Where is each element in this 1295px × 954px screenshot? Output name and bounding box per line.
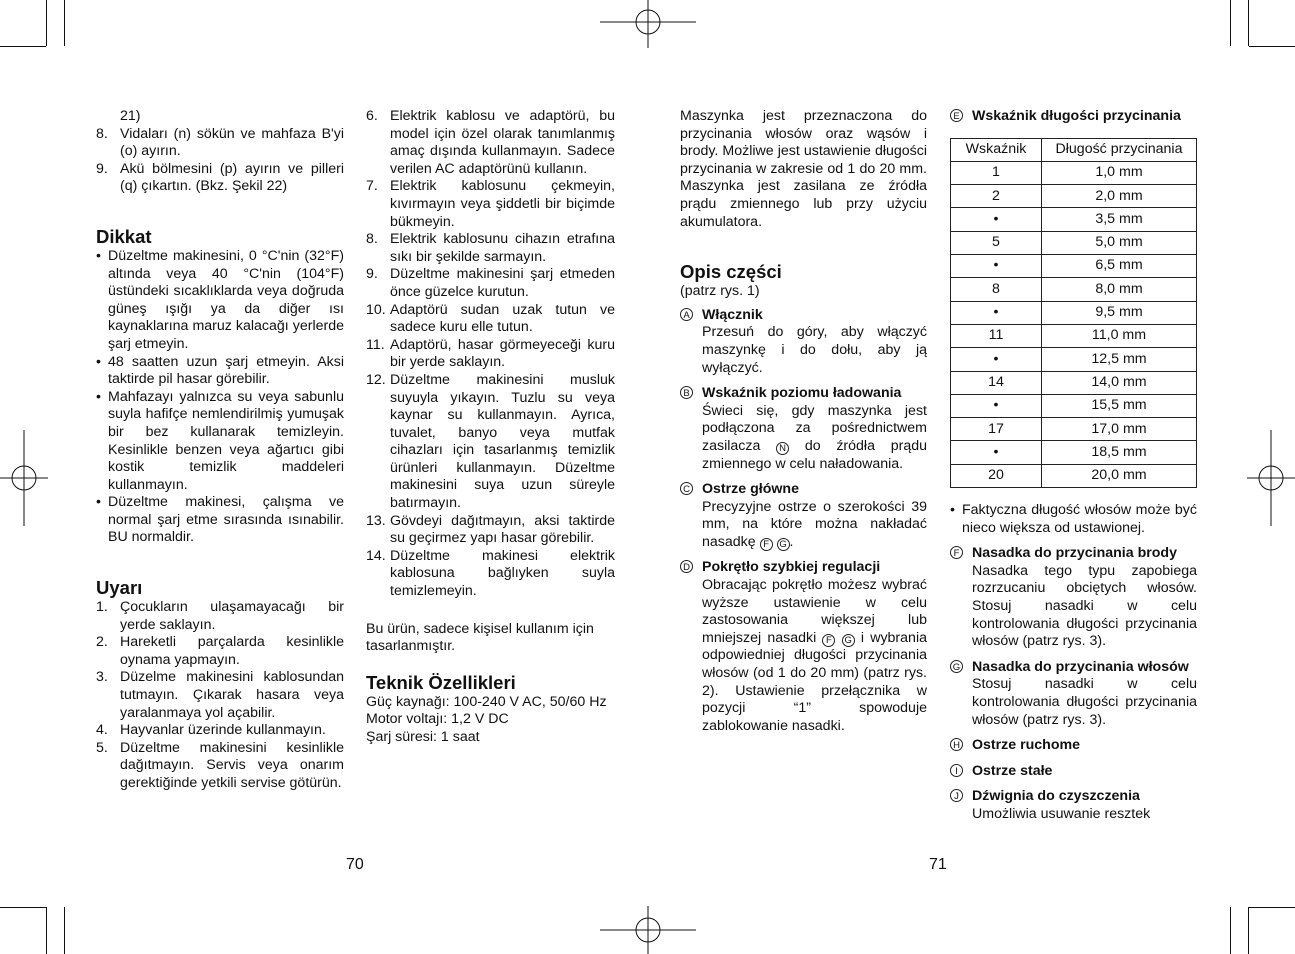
- right-page-column-2: [950, 108, 1197, 832]
- cont-list: [96, 108, 344, 196]
- part-title: Ostrze ruchome: [972, 737, 1081, 754]
- list-item: 12. Düzeltme makinesini musluk suyuyla yıkayın. Tuzlu su veya kaynar su kullanmayın. Ayrıca, tuvalet, banyo veya mutfak cihazları için tasarlanmış temizlik ürünleri kullanmayın. Düzeltme makinesini suya uzun süreyle batırmayın.: [366, 371, 615, 512]
- part-item-f: [950, 545, 1197, 651]
- table-row: [951, 278, 1197, 301]
- left-page-column-2: [366, 108, 615, 747]
- indicator-cell: •: [951, 441, 1042, 464]
- list-item: • Faktyczna długość włosów może być nieco większa od ustawionej.: [950, 502, 1197, 536]
- part-marker: A: [680, 308, 693, 321]
- length-cell: 14,0 mm: [1042, 371, 1197, 394]
- length-cell: 1,0 mm: [1042, 161, 1197, 184]
- part-title: Nasadka do przycinania brody: [972, 545, 1177, 562]
- indicator-cell: 20: [951, 464, 1042, 487]
- dikkat-heading: Dikkat: [96, 225, 152, 247]
- length-cell: 5,0 mm: [1042, 231, 1197, 254]
- list-item: 11. Adaptörü, hasar görmeyeceği kuru bir yerde saklayın.: [366, 336, 615, 371]
- length-cell: 3,5 mm: [1042, 208, 1197, 231]
- part-item-c: [680, 481, 927, 551]
- registration-mark-right: [1247, 430, 1295, 526]
- list-item: 1. Çocukların ulaşamayacağı bir yerde saklayın.: [96, 599, 344, 633]
- part-marker: J: [950, 789, 963, 802]
- list-item: 2. Hareketli parçalarda kesinlikle oynama yapmayın.: [96, 634, 344, 668]
- part-title: Wskaźnik długości przycinania: [972, 108, 1181, 124]
- list-item: • Düzeltme makinesi, çalışma ve normal şarj etme sırasında ısınabilir. BU normaldir.: [96, 494, 344, 546]
- part-title: Włącznik: [702, 306, 763, 323]
- list-item: 13. Gövdeyi dağıtmayın, aksi taktirde su geçirmez yapı hasar görebilir.: [366, 512, 615, 547]
- length-cell: 17,0 mm: [1042, 418, 1197, 441]
- list-item: • Düzeltme makinesini, 0 °C'nin (32°F) altında veya 40 °C'nin (104°F) üstündeki sıcaklıklarda veya doğruda güneş ışığı ya da diğer ısı kaynaklarına maruz kalacağı yerlerde şarj etmeyin.: [96, 247, 344, 352]
- indicator-cell: •: [951, 301, 1042, 324]
- table-row: [951, 185, 1197, 208]
- table-row: [951, 301, 1197, 324]
- length-cell: 18,5 mm: [1042, 441, 1197, 464]
- part-item-e: [950, 108, 1197, 126]
- spec-power: Güç kaynağı: 100-240 V AC, 50/60 Hz: [366, 693, 607, 710]
- indicator-cell: •: [951, 208, 1042, 231]
- indicator-cell: •: [951, 394, 1042, 417]
- table-row: [951, 464, 1197, 487]
- part-item-b: [680, 385, 927, 473]
- part-title: Wskaźnik poziomu ładowania: [702, 385, 902, 402]
- part-marker: E: [950, 109, 963, 122]
- part-item-j: [950, 788, 1197, 823]
- circled-letter: F: [760, 538, 773, 551]
- circled-letter: F: [822, 634, 835, 647]
- part-marker: I: [950, 764, 963, 777]
- left-page-column-1: [96, 108, 344, 793]
- spec-motor: Motor voltajı: 1,2 V DC: [366, 711, 509, 728]
- table-row: [951, 255, 1197, 278]
- registration-mark-top: [600, 0, 696, 48]
- list-item: 5. Düzeltme makinesini kesinlikle dağıtmayın. Servis veya onarım gerektiğinde yetkili servise götürün.: [96, 739, 344, 791]
- length-cell: 20,0 mm: [1042, 464, 1197, 487]
- part-marker: B: [680, 386, 693, 399]
- right-page-column-1: [680, 108, 927, 743]
- list-item: 14. Düzeltme makinesi elektrik kablosuna bağlıyken suyla temizlemeyin.: [366, 547, 615, 600]
- indicator-cell: 2: [951, 185, 1042, 208]
- indicator-cell: 8: [951, 278, 1042, 301]
- specs-heading: Teknik Özellikleri: [366, 671, 516, 693]
- list-item: 9. Düzeltme makinesini şarj etmeden önce güzelce kurutun.: [366, 266, 615, 300]
- length-cell: 11,0 mm: [1042, 324, 1197, 347]
- part-desc: Stosuj nasadki w celu kontrolowania długości przycinania włosów (patrz rys. 3).: [972, 676, 1197, 728]
- part-item-i: [950, 763, 1197, 781]
- list-item: 7. Elektrik kablosunu çekmeyin, kıvırmayın veya şiddetli bir biçimde bükmeyin.: [366, 178, 615, 230]
- length-cell: 6,5 mm: [1042, 255, 1197, 278]
- part-item-h: [950, 737, 1197, 755]
- table-row: [951, 348, 1197, 371]
- part-desc: Przesuń do góry, aby włączyć maszynkę i do dołu, aby ją wyłączyć.: [702, 324, 927, 376]
- note-list: [950, 502, 1197, 537]
- length-cell: 15,5 mm: [1042, 394, 1197, 417]
- indicator-cell: •: [951, 348, 1042, 371]
- length-cell: 12,5 mm: [1042, 348, 1197, 371]
- list-item: • Mahfazayı yalnızca su veya sabunlu suyla hafifçe nemlendirilmiş yumuşak bir bez kullanarak temizleyin. Kesinlikle benzen veya ağartıcı gibi kostik temizlik maddeleri kullanmayın.: [96, 388, 344, 493]
- list-item: 9. Akü bölmesini (p) ayırın ve pilleri (q) çıkartın. (Bkz. Şekil 22): [96, 160, 344, 195]
- page-number-right: 71: [929, 856, 947, 873]
- part-title: Ostrze główne: [702, 481, 799, 498]
- list-item: 4. Hayvanlar üzerinde kullanmayın.: [96, 722, 326, 739]
- part-desc: Precyzyjne ostrze o szerokości 39 mm, na które można nakładać nasadkę F G .: [702, 498, 927, 550]
- part-marker: D: [680, 560, 693, 573]
- list-item: 6. Elektrik kablosu ve adaptörü, bu model için özel olarak tanımlanmış amaç dışında kullanmayın. Sadece verilen AC adaptörünü kullanın.: [366, 108, 615, 177]
- indicator-cell: 17: [951, 418, 1042, 441]
- warning-list-continued: [366, 108, 615, 601]
- part-desc: Obracając pokrętło możesz wybrać wyższe ustawienie w celu zastosowania większej lub mniejszej nasadki F G i wybrania odpowiedniej długości przycinania włosów (od 1 do 20 mm) (patrz rys. 2). Ustawienie przełącznika w pozycji “1” spowoduje zablokowanie nasadki.: [702, 577, 927, 734]
- part-marker: F: [950, 546, 963, 559]
- circled-letter: G: [842, 634, 855, 647]
- part-title: Nasadka do przycinania włosów: [972, 658, 1189, 675]
- uyari-heading: Uyarı: [96, 577, 143, 599]
- list-item: • 48 saatten uzun şarj etmeyin. Aksi taktirde pil hasar görebilir.: [96, 353, 344, 388]
- dikkat-list: [96, 248, 344, 547]
- indicator-cell: 5: [951, 231, 1042, 254]
- table-row: [951, 418, 1197, 441]
- table-row: [951, 371, 1197, 394]
- part-marker: G: [950, 660, 963, 673]
- length-cell: 8,0 mm: [1042, 278, 1197, 301]
- list-item: 10. Adaptörü sudan uzak tutun ve sadece kuru elle tutun.: [366, 301, 615, 336]
- indicator-cell: 11: [951, 324, 1042, 347]
- part-marker: C: [680, 482, 693, 495]
- indicator-cell: 14: [951, 371, 1042, 394]
- part-item-a: [680, 307, 927, 377]
- registration-mark-left: [0, 430, 48, 526]
- part-title: Pokrętło szybkiej regulacji: [702, 559, 881, 576]
- parts-list-2: [950, 545, 1197, 823]
- part-desc: Świeci się, gdy maszynka jest podłączona za pośrednictwem zasilacza N do źródła prądu zmiennego w celu naładowania.: [702, 402, 927, 472]
- part-marker: H: [950, 738, 963, 751]
- part-desc: Nasadka tego typu zapobiega rozrzucaniu obciętych włosów. Stosuj nasadki w celu kontrolowania długości przycinania włosów (patrz rys. 3).: [972, 562, 1197, 650]
- spec-charge: Şarj süresi: 1 saat: [366, 729, 480, 745]
- uyari-list: [96, 599, 344, 793]
- indicator-cell: 1: [951, 161, 1042, 184]
- list-item: 8. Vidaları (n) sökün ve mahfaza B'yi (o) ayırın.: [96, 125, 344, 160]
- table-row: [951, 161, 1197, 184]
- table-row: [951, 441, 1197, 464]
- parts-heading: Opis części: [680, 261, 782, 283]
- table-row: [951, 324, 1197, 347]
- part-title: Dźwignia do czyszczenia: [972, 788, 1140, 805]
- length-cell: 9,5 mm: [1042, 301, 1197, 324]
- table-header: Wskaźnik: [951, 138, 1042, 161]
- list-item: 3. Düzelme makinesini kablosundan tutmayın. Çıkarak hasara veya yaralanmaya yol açabilir.: [96, 669, 344, 721]
- table-row: [951, 231, 1197, 254]
- table-header: Długość przycinania: [1042, 138, 1197, 161]
- length-table: [950, 138, 1197, 488]
- indicator-cell: •: [951, 255, 1042, 278]
- circled-letter: N: [776, 442, 789, 455]
- circled-letter: G: [777, 538, 790, 551]
- table-row: [951, 394, 1197, 417]
- length-cell: 2,0 mm: [1042, 185, 1197, 208]
- intro-paragraph: Maszynka jest przeznaczona do przycinania włosów oraz wąsów i brody. Możliwe jest ustawienie długości przycinania w zakresie od 1 do 20 mm. Maszynka jest zasilana ze źródła prądu zmiennego lub przy użyciu akumulatora.: [680, 108, 927, 230]
- part-item-d: [680, 559, 927, 735]
- parts-ref: (patrz rys. 1): [680, 283, 760, 300]
- part-title: Ostrze stałe: [972, 762, 1053, 779]
- part-item-g: [950, 659, 1197, 729]
- list-item: 8. Elektrik kablosunu cihazın etrafına sıkı bir şekilde sarmayın.: [366, 231, 615, 265]
- personal-use-note: Bu ürün, sadece kişisel kullanım için tasarlanmıştır.: [366, 620, 594, 655]
- page-number-left: 70: [346, 856, 364, 873]
- part-desc: Umożliwia usuwanie resztek: [972, 805, 1151, 822]
- table-row: [951, 208, 1197, 231]
- list-item: 21): [120, 108, 141, 124]
- table-header-row: [951, 138, 1197, 161]
- registration-mark-bottom: [600, 906, 696, 954]
